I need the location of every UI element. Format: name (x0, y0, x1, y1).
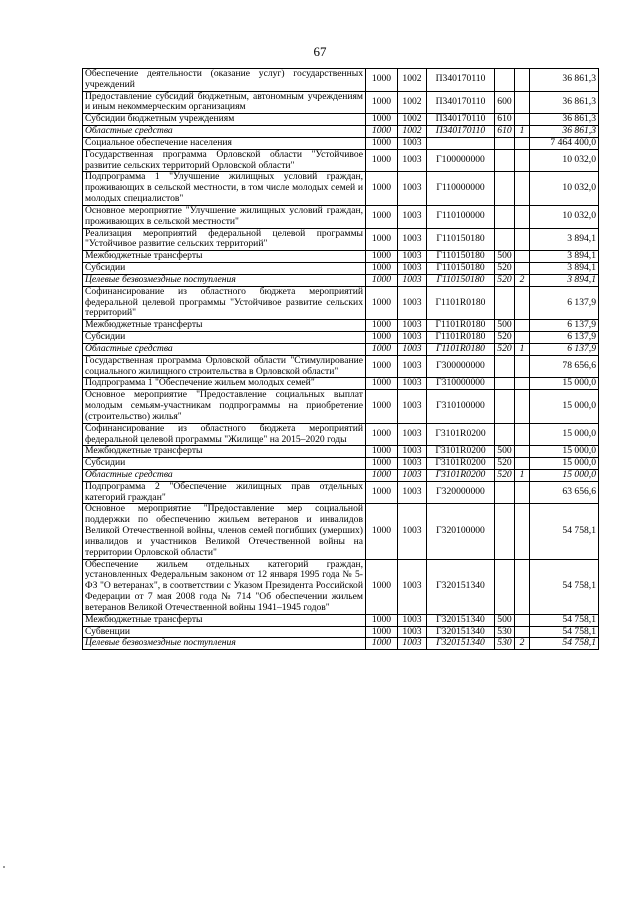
row-name-cell: Обеспечение жильем отдельных категорий граждан, установленных Федеральным законом от 12 января 1995 года № 5-ФЗ "О ветеранах", в соответствии с Указом Президента Российской Федерации от 7 мая 2008 года № 714 "Об обеспечении жильем ветеранов Великой Отечественной войны 1941–1945 годов" (83, 559, 366, 614)
expense-type-cell (495, 205, 515, 228)
funding-source-cell (515, 355, 530, 378)
row-name-cell: Субсидии (83, 332, 366, 344)
expense-type-cell (495, 481, 515, 504)
funding-source-cell (515, 504, 530, 559)
table-row (83, 263, 599, 275)
table-row (83, 638, 599, 650)
target-article-cell: Г1101R0180 (427, 286, 495, 319)
budget-table-body (83, 69, 599, 650)
amount-cell: 15 000,0 (530, 458, 599, 470)
expense-type-cell (495, 286, 515, 319)
row-name-cell: Государственная программа Орловской области "Стимулирование социального жилищного строительства в Орловской области" (83, 355, 366, 378)
amount-cell: 10 032,0 (530, 172, 599, 205)
subsection-code-cell: 1003 (398, 172, 427, 205)
expense-type-cell (495, 355, 515, 378)
table-row (83, 458, 599, 470)
expense-type-cell: 520 (495, 274, 515, 286)
table-row (83, 69, 599, 92)
row-name-cell: Государственная программа Орловской области "Устойчивое развитие сельских территорий Орловской области" (83, 149, 366, 172)
section-code-cell: 1000 (366, 614, 398, 626)
target-article-cell: Г320000000 (427, 481, 495, 504)
target-article-cell: Г110000000 (427, 172, 495, 205)
funding-source-cell (515, 228, 530, 251)
row-name-cell: Межбюджетные трансферты (83, 446, 366, 458)
section-code-cell: 1000 (366, 91, 398, 114)
table-row (83, 172, 599, 205)
table-row (83, 390, 599, 423)
amount-cell: 3 894,1 (530, 274, 599, 286)
subsection-code-cell: 1003 (398, 504, 427, 559)
section-code-cell: 1000 (366, 205, 398, 228)
funding-source-cell (515, 172, 530, 205)
section-code-cell: 1000 (366, 263, 398, 275)
table-row (83, 205, 599, 228)
row-name-cell: Субвенции (83, 626, 366, 638)
subsection-code-cell: 1003 (398, 286, 427, 319)
section-code-cell: 1000 (366, 481, 398, 504)
section-code-cell: 1000 (366, 626, 398, 638)
subsection-code-cell: 1003 (398, 446, 427, 458)
section-code-cell: 1000 (366, 114, 398, 126)
target-article-cell: П340170110 (427, 69, 495, 92)
amount-cell: 15 000,0 (530, 423, 599, 446)
table-row (83, 446, 599, 458)
amount-cell: 54 758,1 (530, 626, 599, 638)
subsection-code-cell: 1003 (398, 263, 427, 275)
subsection-code-cell: 1003 (398, 332, 427, 344)
target-article-cell: П340170110 (427, 114, 495, 126)
funding-source-cell (515, 423, 530, 446)
target-article-cell: Г3101R0200 (427, 446, 495, 458)
table-row (83, 274, 599, 286)
subsection-code-cell: 1002 (398, 114, 427, 126)
expense-type-cell: 500 (495, 320, 515, 332)
funding-source-cell: 2 (515, 638, 530, 650)
subsection-code-cell: 1003 (398, 378, 427, 390)
expense-type-cell: 520 (495, 458, 515, 470)
amount-cell: 63 656,6 (530, 481, 599, 504)
target-article-cell: Г320100000 (427, 504, 495, 559)
row-name-cell: Подпрограмма 1 "Улучшение жилищных условий граждан, проживающих в сельской местности, в том числе молодых семей и молодых специалистов" (83, 172, 366, 205)
section-code-cell: 1000 (366, 286, 398, 319)
target-article-cell: Г110150180 (427, 263, 495, 275)
row-name-cell: Субсидии бюджетным учреждениям (83, 114, 366, 126)
expense-type-cell (495, 137, 515, 149)
target-article-cell (427, 137, 495, 149)
expense-type-cell (495, 378, 515, 390)
row-name-cell: Межбюджетные трансферты (83, 614, 366, 626)
target-article-cell: Г110150180 (427, 228, 495, 251)
expense-type-cell: 500 (495, 446, 515, 458)
target-article-cell: Г300000000 (427, 355, 495, 378)
row-name-cell: Предоставление субсидий бюджетным, автономным учреждениям и иным некоммерческим организациям (83, 91, 366, 114)
table-row (83, 423, 599, 446)
row-name-cell: Основное мероприятие "Предоставление социальных выплат молодым семьям-участникам подпрограммы на приобретение (строительство) жилья" (83, 390, 366, 423)
target-article-cell: Г110150180 (427, 251, 495, 263)
expense-type-cell (495, 504, 515, 559)
section-code-cell: 1000 (366, 343, 398, 355)
table-row (83, 614, 599, 626)
funding-source-cell: 2 (515, 274, 530, 286)
section-code-cell: 1000 (366, 423, 398, 446)
section-code-cell: 1000 (366, 126, 398, 138)
table-row (83, 286, 599, 319)
table-row (83, 343, 599, 355)
target-article-cell: П340170110 (427, 91, 495, 114)
subsection-code-cell: 1003 (398, 205, 427, 228)
section-code-cell: 1000 (366, 172, 398, 205)
amount-cell: 3 894,1 (530, 251, 599, 263)
row-name-cell: Целевые безвозмездные поступления (83, 638, 366, 650)
funding-source-cell (515, 332, 530, 344)
row-name-cell: Социальное обеспечение населения (83, 137, 366, 149)
amount-cell: 10 032,0 (530, 149, 599, 172)
subsection-code-cell: 1003 (398, 355, 427, 378)
section-code-cell: 1000 (366, 137, 398, 149)
expense-type-cell: 520 (495, 332, 515, 344)
section-code-cell: 1000 (366, 149, 398, 172)
row-name-cell: Основное мероприятие "Предоставление мер социальной поддержки по обеспечению жильем ветеранов и инвалидов Великой Отечественной войны, членов семей погибших (умерших) инвалидов и участников Великой Отечественной войны на территории Орловской области" (83, 504, 366, 559)
funding-source-cell (515, 149, 530, 172)
subsection-code-cell: 1003 (398, 137, 427, 149)
target-article-cell: Г310000000 (427, 378, 495, 390)
row-name-cell: Софинансирование из областного бюджета мероприятий федеральной целевой программы "Жилище" на 2015–2020 годы (83, 423, 366, 446)
target-article-cell: Г110100000 (427, 205, 495, 228)
subsection-code-cell: 1003 (398, 559, 427, 614)
target-article-cell: Г3101R0200 (427, 423, 495, 446)
amount-cell: 10 032,0 (530, 205, 599, 228)
funding-source-cell (515, 390, 530, 423)
table-row (83, 126, 599, 138)
funding-source-cell (515, 251, 530, 263)
amount-cell: 15 000,0 (530, 469, 599, 481)
target-article-cell: Г320151340 (427, 614, 495, 626)
section-code-cell: 1000 (366, 355, 398, 378)
target-article-cell: Г320151340 (427, 638, 495, 650)
table-row (83, 378, 599, 390)
expense-type-cell (495, 172, 515, 205)
section-code-cell: 1000 (366, 320, 398, 332)
budget-table (82, 68, 599, 650)
expense-type-cell: 520 (495, 263, 515, 275)
funding-source-cell (515, 559, 530, 614)
amount-cell: 6 137,9 (530, 343, 599, 355)
section-code-cell: 1000 (366, 390, 398, 423)
subsection-code-cell: 1002 (398, 91, 427, 114)
funding-source-cell (515, 286, 530, 319)
amount-cell: 3 894,1 (530, 263, 599, 275)
target-article-cell: Г100000000 (427, 149, 495, 172)
table-row (83, 469, 599, 481)
table-row (83, 355, 599, 378)
expense-type-cell: 520 (495, 343, 515, 355)
section-code-cell: 1000 (366, 458, 398, 470)
table-row (83, 149, 599, 172)
target-article-cell: Г3101R0200 (427, 469, 495, 481)
funding-source-cell (515, 263, 530, 275)
target-article-cell: Г110150180 (427, 274, 495, 286)
amount-cell: 54 758,1 (530, 559, 599, 614)
subsection-code-cell: 1002 (398, 69, 427, 92)
amount-cell: 7 464 400,0 (530, 137, 599, 149)
table-row (83, 91, 599, 114)
target-article-cell: Г320151340 (427, 626, 495, 638)
funding-source-cell (515, 614, 530, 626)
table-row (83, 137, 599, 149)
expense-type-cell: 520 (495, 469, 515, 481)
section-code-cell: 1000 (366, 228, 398, 251)
target-article-cell: Г320151340 (427, 559, 495, 614)
funding-source-cell: 1 (515, 343, 530, 355)
subsection-code-cell: 1003 (398, 638, 427, 650)
section-code-cell: 1000 (366, 69, 398, 92)
expense-type-cell: 500 (495, 614, 515, 626)
table-row (83, 228, 599, 251)
row-name-cell: Подпрограмма 2 "Обеспечение жилищных прав отдельных категорий граждан" (83, 481, 366, 504)
row-name-cell: Областные средства (83, 469, 366, 481)
subsection-code-cell: 1003 (398, 469, 427, 481)
subsection-code-cell: 1003 (398, 251, 427, 263)
amount-cell: 78 656,6 (530, 355, 599, 378)
expense-type-cell: 610 (495, 114, 515, 126)
funding-source-cell (515, 458, 530, 470)
amount-cell: 15 000,0 (530, 378, 599, 390)
row-name-cell: Межбюджетные трансферты (83, 320, 366, 332)
row-name-cell: Подпрограмма 1 "Обеспечение жильем молодых семей" (83, 378, 366, 390)
expense-type-cell (495, 149, 515, 172)
target-article-cell: Г1101R0180 (427, 332, 495, 344)
subsection-code-cell: 1003 (398, 458, 427, 470)
amount-cell: 6 137,9 (530, 286, 599, 319)
funding-source-cell (515, 205, 530, 228)
table-row (83, 251, 599, 263)
section-code-cell: 1000 (366, 332, 398, 344)
target-article-cell: Г310100000 (427, 390, 495, 423)
amount-cell: 36 861,3 (530, 91, 599, 114)
section-code-cell: 1000 (366, 378, 398, 390)
expense-type-cell: 600 (495, 91, 515, 114)
funding-source-cell: 1 (515, 469, 530, 481)
funding-source-cell (515, 320, 530, 332)
subsection-code-cell: 1003 (398, 274, 427, 286)
expense-type-cell (495, 228, 515, 251)
row-name-cell: Целевые безвозмездные поступления (83, 274, 366, 286)
row-name-cell: Субсидии (83, 263, 366, 275)
amount-cell: 3 894,1 (530, 228, 599, 251)
funding-source-cell (515, 626, 530, 638)
section-code-cell: 1000 (366, 559, 398, 614)
funding-source-cell (515, 114, 530, 126)
section-code-cell: 1000 (366, 504, 398, 559)
amount-cell: 36 861,3 (530, 114, 599, 126)
table-row (83, 626, 599, 638)
target-article-cell: Г1101R0180 (427, 320, 495, 332)
expense-type-cell: 500 (495, 251, 515, 263)
row-name-cell: Софинансирование из областного бюджета мероприятий федеральной целевой программы "Устойчивое развитие сельских территорий" (83, 286, 366, 319)
target-article-cell: Г1101R0180 (427, 343, 495, 355)
subsection-code-cell: 1003 (398, 320, 427, 332)
expense-type-cell: 610 (495, 126, 515, 138)
expense-type-cell (495, 390, 515, 423)
expense-type-cell (495, 423, 515, 446)
expense-type-cell: 530 (495, 626, 515, 638)
amount-cell: 36 861,3 (530, 69, 599, 92)
amount-cell: 15 000,0 (530, 390, 599, 423)
funding-source-cell (515, 69, 530, 92)
expense-type-cell (495, 69, 515, 92)
funding-source-cell (515, 481, 530, 504)
section-code-cell: 1000 (366, 638, 398, 650)
row-name-cell: Субсидии (83, 458, 366, 470)
row-name-cell: Областные средства (83, 126, 366, 138)
funding-source-cell (515, 137, 530, 149)
funding-source-cell (515, 378, 530, 390)
subsection-code-cell: 1003 (398, 423, 427, 446)
funding-source-cell (515, 446, 530, 458)
table-row (83, 332, 599, 344)
amount-cell: 36 861,3 (530, 126, 599, 138)
subsection-code-cell: 1003 (398, 614, 427, 626)
subsection-code-cell: 1003 (398, 149, 427, 172)
target-article-cell: П340170110 (427, 126, 495, 138)
table-row (83, 320, 599, 332)
amount-cell: 6 137,9 (530, 332, 599, 344)
subsection-code-cell: 1003 (398, 343, 427, 355)
row-name-cell: Межбюджетные трансферты (83, 251, 366, 263)
amount-cell: 6 137,9 (530, 320, 599, 332)
target-article-cell: Г3101R0200 (427, 458, 495, 470)
amount-cell: 54 758,1 (530, 504, 599, 559)
table-row (83, 559, 599, 614)
amount-cell: 54 758,1 (530, 638, 599, 650)
page-number: 67 (313, 44, 327, 59)
subsection-code-cell: 1003 (398, 390, 427, 423)
subsection-code-cell: 1003 (398, 626, 427, 638)
subsection-code-cell: 1002 (398, 126, 427, 138)
amount-cell: 54 758,1 (530, 614, 599, 626)
expense-type-cell: 530 (495, 638, 515, 650)
row-name-cell: Областные средства (83, 343, 366, 355)
table-row (83, 114, 599, 126)
funding-source-cell: 1 (515, 126, 530, 138)
row-name-cell: Реализация мероприятий федеральной целевой программы "Устойчивое развитие сельских территорий" (83, 228, 366, 251)
subsection-code-cell: 1003 (398, 228, 427, 251)
section-code-cell: 1000 (366, 274, 398, 286)
table-row (83, 481, 599, 504)
amount-cell: 15 000,0 (530, 446, 599, 458)
row-name-cell: Основное мероприятие "Улучшение жилищных условий граждан, проживающих в сельской местности" (83, 205, 366, 228)
expense-type-cell (495, 559, 515, 614)
section-code-cell: 1000 (366, 446, 398, 458)
row-name-cell: Обеспечение деятельности (оказание услуг) государственных учреждений (83, 69, 366, 92)
scan-mark (3, 866, 5, 868)
subsection-code-cell: 1003 (398, 481, 427, 504)
funding-source-cell (515, 91, 530, 114)
section-code-cell: 1000 (366, 251, 398, 263)
table-row (83, 504, 599, 559)
section-code-cell: 1000 (366, 469, 398, 481)
